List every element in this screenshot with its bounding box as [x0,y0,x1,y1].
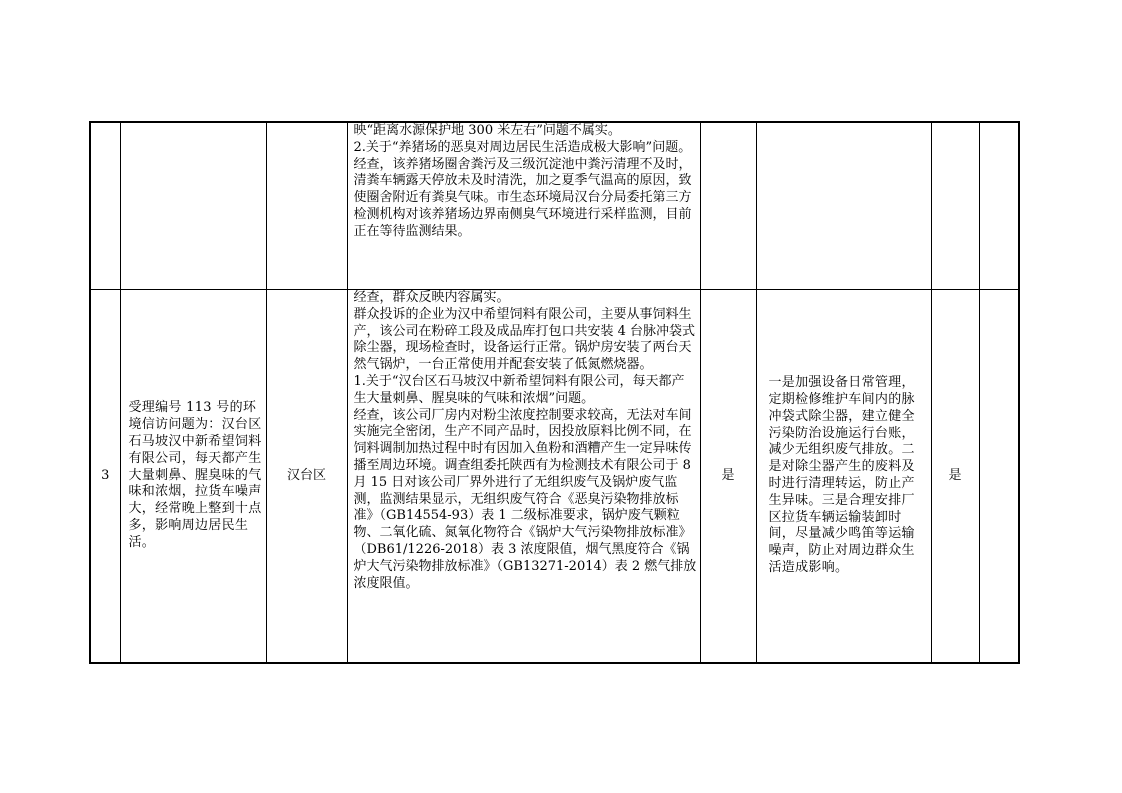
detail-text: 经查，群众反映内容属实。 群众投诉的企业为汉中希望饲料有限公司，主要从事饲料生产，该公司在粉碎工段及成品库打包口共安装 4 台脉冲袋式除尘器，现场检查时，设备运行正常。锅炉房安装了两台天然气锅炉，一台正常使用并配套安装了低氮燃烧器。 1.关于“汉台区石马坡汉中新希望饲料有限公司，每天都产生大量刺鼻、腥臭味的气味和浓烟”问题。 经查，该公司厂房内对粉尘浓度控制要求较高，无法对车间实施完全密闭，生产不同产品时，因投放原料比例不同，在饲料调制加热过程中时有因加入鱼粉和酒糟产生一定异味传播至周边环境。调查组委托陕西有为检测技术有限公司于 8 月 15 日对该公司厂界外进行了无组织废气及锅炉废气监测，监测结果显示，无组织废气符合《恶臭污染物排放标准》（GB14554-93）表 1 二级标准要求，锅炉废气颗粒物、二氧化硫、氮氧化物符合《锅炉大气污染物排放标准》（DB61/1226-2018）表 3 浓度限值，烟气黑度符合《锅炉大气污染物排放标准》（GB13271-2014）表 2 燃气排放浓度限值。 [353,290,697,591]
table-row [90,290,1019,664]
verdict-cell [700,122,756,290]
issue-cell [120,290,266,664]
issue-cell [120,122,266,290]
measures-text: 一是加强设备日常管理，定期检修维护车间内的脉冲袋式除尘器，建立健全污染防治设施运行台账，减少无组织废气排放。二是对除尘器产生的废料及时进行清理转运，防止产生异味。三是合理安排厂区拉货车辆运输装卸时间，尽量减少鸣笛等运输噪声，防止对周边群众生活造成影响。 [768,375,915,575]
index-cell [90,122,120,290]
issue-text: 受理编号 113 号的环境信访问题为：汉台区石马坡汉中新希望饲料有限公司，每天都产生大量刺鼻、腥臭味的气味和浓烟，拉货车噪声大，经常晚上整到十点多，影响周边居民生活。 [128,400,262,550]
complaint-table [89,121,1020,664]
detail-text: 映“距离水源保护地 300 米左右”问题不属实。 2.关于“养猪场的恶臭对周边居民生活造成极大影响”问题。 经查，该养猪场圈舍粪污及三级沉淀池中粪污清理不及时，清粪车辆露天停放未及时清洗，加之夏季气温高的原因，致使圈舍附近有粪臭气味。市生态环境局汉台分局委托第三方检测机构对该养猪场边界南侧臭气环境进行采样监测，目前正在等待监测结果。 [353,123,692,239]
measures-cell [756,290,931,664]
table-row [90,122,1019,290]
index-cell: 3 [90,290,120,664]
done-cell [931,122,979,290]
measures-cell [756,122,931,290]
verdict-cell: 是 [700,290,756,664]
district-cell [266,122,347,290]
extra-cell [979,122,1019,290]
detail-cell [347,290,700,664]
extra-cell [979,290,1019,664]
detail-cell [347,122,700,290]
done-cell: 是 [931,290,979,664]
district-cell: 汉台区 [266,290,347,664]
